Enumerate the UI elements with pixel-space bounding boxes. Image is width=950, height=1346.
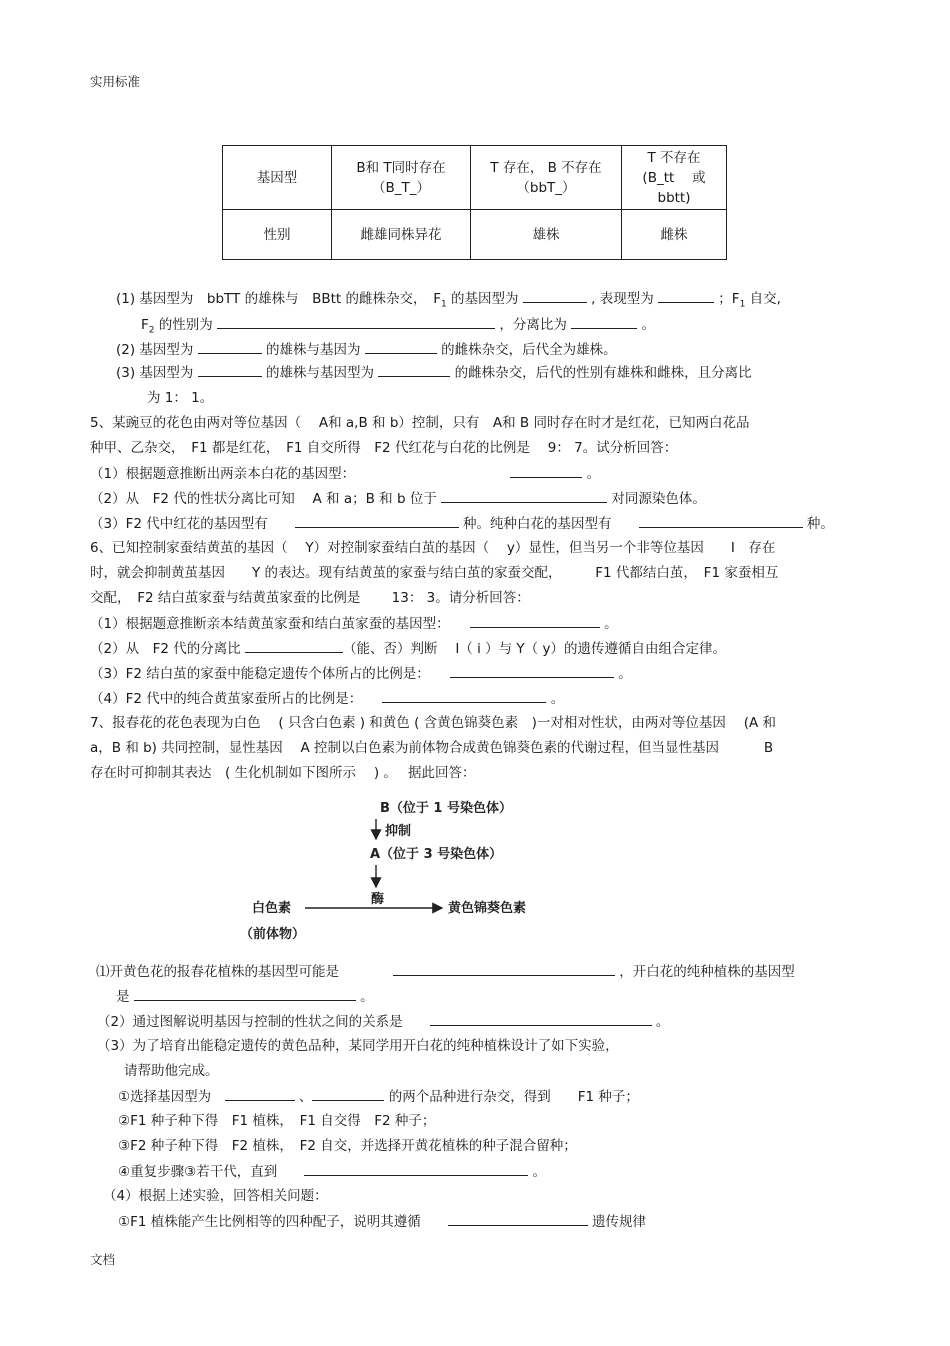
text-segment: 种甲、乙杂交， F1 都是红花， F1 自交所得 F2 代红花与白花的比例是 9： 7。试分析回答：	[90, 440, 678, 456]
answer-blank[interactable]	[198, 339, 262, 354]
text-line	[97, 1011, 669, 1032]
text-segment: 、	[294, 1089, 313, 1105]
text-line	[90, 713, 776, 733]
text-segment: ②F1 种子种下得 F1 植株， F1 自交得 F2 种子；	[118, 1113, 436, 1129]
text-segment: 自交,	[745, 291, 781, 307]
text-line	[118, 1111, 435, 1131]
answer-blank[interactable]	[304, 1161, 528, 1176]
text-segment: （能、否）判断 I（ i ）与 Y（ y）的遗传遵循自由组合定律。	[343, 641, 726, 657]
subscript: 2	[148, 325, 155, 336]
answer-blank[interactable]	[393, 961, 615, 976]
answer-blank[interactable]	[470, 613, 600, 628]
genotype-sex-table	[222, 145, 727, 260]
table-cell-bbt: T 存在， B 不存在 （bbT_）	[471, 146, 622, 210]
text-segment: ①F1 植株能产生比例相等的四种配子，说明其遵循	[118, 1214, 448, 1230]
text-line	[90, 738, 773, 758]
text-segment: （4）根据上述实验，回答相关问题：	[103, 1188, 328, 1204]
text-line	[116, 339, 617, 360]
answer-blank[interactable]	[198, 362, 262, 377]
text-line	[116, 986, 374, 1007]
table-cell-bt: B和 T同时存在 （B_T_）	[332, 146, 471, 210]
answer-blank[interactable]	[365, 339, 437, 354]
text-segment: 的两个品种进行杂交，得到 F1 种子；	[384, 1089, 639, 1105]
text-line	[124, 1061, 219, 1081]
text-segment: 。	[651, 1014, 670, 1030]
answer-blank[interactable]	[510, 463, 582, 478]
answer-blank[interactable]	[430, 1011, 652, 1026]
answer-blank[interactable]	[523, 288, 587, 303]
text-segment: (2) 基因型为	[116, 342, 198, 358]
text-segment: ①选择基因型为	[118, 1089, 225, 1105]
text-segment: 6、已知控制家蚕结黄茧的基因（ Y）对控制家蚕结白茧的基因（ y）显性，但当另一个非等位基因 I 存在	[90, 540, 776, 556]
text-segment: 种。	[802, 516, 834, 532]
table-cell-female: 雌株	[622, 210, 727, 260]
text-line	[90, 538, 775, 558]
text-segment: （2）从 F2 代的分离比	[90, 641, 246, 657]
text-segment: （3）F2 代中红花的基因型有	[90, 516, 295, 532]
table-cell-male: 雄株	[471, 210, 622, 260]
text-segment: （2）通过图解说明基因与控制的性状之间的关系是	[97, 1014, 430, 1030]
text-segment: 。	[528, 1164, 547, 1180]
text-segment: 的性别为	[154, 317, 218, 333]
subscript: 1	[739, 299, 746, 310]
text-line	[118, 1136, 577, 1156]
text-segment: ⑴开黄色花的报春花植株的基因型可能是	[96, 964, 393, 980]
text-segment: ④重复步骤③若干代，直到	[118, 1164, 305, 1180]
text-segment: F	[141, 317, 149, 333]
text-line	[90, 663, 632, 684]
answer-blank[interactable]	[571, 314, 637, 329]
answer-blank[interactable]	[639, 513, 803, 528]
answer-blank[interactable]	[441, 488, 607, 503]
answer-blank[interactable]	[217, 314, 495, 329]
text-segment: 5、某豌豆的花色由两对等位基因（ A和 a,B 和 b）控制，只有 A和 B 同时存在时才是红花，已知两白花品	[90, 415, 750, 431]
text-segment: 的雌株杂交，后代全为雄株。	[436, 342, 617, 358]
text-segment: 遗传规律	[587, 1214, 647, 1230]
answer-blank[interactable]	[378, 362, 450, 377]
text-segment: 。	[613, 666, 632, 682]
answer-blank[interactable]	[382, 688, 546, 703]
diagram-yellow-pigment: 黄色锦葵色素	[448, 901, 527, 916]
text-line	[90, 488, 706, 509]
answer-blank[interactable]	[245, 638, 343, 653]
text-line	[90, 688, 564, 709]
text-line	[96, 961, 795, 982]
text-segment: （1）根据题意推断出两亲本白花的基因型：	[90, 466, 511, 482]
text-segment: 的基因型为	[446, 291, 523, 307]
answer-blank[interactable]	[134, 986, 356, 1001]
subscript: 1	[441, 299, 447, 310]
text-segment: 的雄株与基因型为	[261, 365, 379, 381]
text-segment: 请帮助他完成。	[124, 1063, 219, 1079]
text-line	[118, 1086, 639, 1107]
text-segment: 交配， F2 结白茧家蚕与结黄茧家蚕的比例是 13： 3。请分析回答：	[90, 590, 530, 606]
text-segment: 。	[599, 616, 618, 632]
diagram-a-gene: A（位于 3 号染色体）	[370, 847, 503, 862]
text-line	[90, 463, 600, 484]
text-line	[116, 362, 752, 383]
text-segment: （4）F2 代中的纯合黄茧家蚕所占的比例是：	[90, 691, 383, 707]
text-segment: 对同源染色体。	[607, 491, 706, 507]
text-line	[90, 588, 530, 608]
diagram-precursor: （前体物）	[240, 927, 306, 942]
text-segment: 。	[355, 989, 374, 1005]
text-segment: 的雌株杂交，后代的性别有雄株和雌株，且分离比	[450, 365, 752, 381]
answer-blank[interactable]	[450, 663, 614, 678]
diagram-inhibit: 抑制	[385, 824, 412, 839]
answer-blank[interactable]	[312, 1086, 384, 1101]
text-segment: （2）从 F2 代的性状分离比可知 A 和 a；B 和 b 位于	[90, 491, 442, 507]
table-cell-no-t: T 不存在 (B_tt 或 bbtt)	[622, 146, 727, 210]
text-segment: 。	[546, 691, 565, 707]
page-header-label: 实用标准	[90, 74, 141, 89]
text-segment: a，B 和 b) 共同控制，显性基因 A 控制以白色素为前体物合成黄色锦葵色素的代谢过程，但当显性基因 B	[90, 740, 774, 756]
text-line	[118, 1211, 646, 1232]
text-segment: (3) 基因型为	[116, 365, 198, 381]
text-line	[90, 638, 726, 659]
text-segment: (1) 基因型为 bbTT 的雄株与 BBtt 的雌株杂交， F	[116, 291, 442, 307]
diagram-white-pigment: 白色素	[252, 901, 292, 916]
text-line	[116, 288, 781, 315]
text-line	[90, 613, 618, 634]
text-segment: 时，就会抑制黄茧基因 Y 的表达。现有结黄茧的家蚕与结白茧的家蚕交配， F1 代都结白茧， F1 家蚕相互	[90, 565, 779, 581]
text-line	[90, 438, 677, 458]
table-cell-monoecious: 雌雄同株异花	[332, 210, 471, 260]
table-head-genotype: 基因型	[223, 146, 332, 210]
biochemical-pathway-diagram	[230, 795, 560, 950]
text-segment: 为 1： 1。	[147, 390, 214, 406]
text-segment: ；F	[714, 291, 740, 307]
text-segment: （1）根据题意推断亲本结黄茧家蚕和结白茧家蚕的基因型：	[90, 616, 470, 632]
text-line	[90, 413, 749, 433]
text-segment: ，分离比为	[495, 317, 572, 333]
answer-blank[interactable]	[658, 288, 714, 303]
text-segment: 。	[637, 317, 655, 333]
text-segment: （3）F2 结白茧的家蚕中能稳定遗传个体所占的比例是：	[90, 666, 450, 682]
answer-blank[interactable]	[448, 1211, 588, 1226]
text-line	[90, 513, 834, 534]
text-segment: 7、报春花的花色表现为白色 ( 只含白色素 ) 和黄色 ( 含黄色锦葵色素 )一对相对性状，由两对等位基因 (A 和	[90, 715, 776, 731]
text-line	[147, 388, 213, 408]
page-footer-label: 文档	[90, 1252, 116, 1267]
text-segment: 的雄株与基因为	[261, 342, 365, 358]
text-segment: 种。纯种白花的基因型有	[458, 516, 639, 532]
text-segment: 。	[582, 466, 601, 482]
text-segment: ③F2 种子种下得 F2 植株， F2 自交，并选择开黄花植株的种子混合留种；	[118, 1138, 577, 1154]
text-segment: 是	[116, 989, 134, 1005]
text-line	[103, 1186, 328, 1206]
diagram-b-gene: B（位于 1 号染色体）	[380, 801, 513, 816]
text-line	[90, 563, 778, 583]
text-line	[141, 314, 655, 341]
answer-blank[interactable]	[295, 513, 459, 528]
text-line	[118, 1161, 546, 1182]
text-segment: ，开白花的纯种植株的基因型	[615, 964, 795, 980]
table-head-sex: 性别	[223, 210, 332, 260]
diagram-enzyme: 酶	[371, 892, 385, 907]
text-line	[97, 1036, 619, 1056]
answer-blank[interactable]	[225, 1086, 295, 1101]
text-segment: （3）为了培育出能稳定遗传的黄色品种，某同学用开白花的纯种植株设计了如下实验，	[97, 1038, 619, 1054]
text-segment: 存在时可抑制其表达 ( 生化机制如下图所示 ) 。 据此回答：	[90, 765, 476, 781]
text-line	[90, 763, 475, 783]
text-segment: , 表现型为	[586, 291, 659, 307]
